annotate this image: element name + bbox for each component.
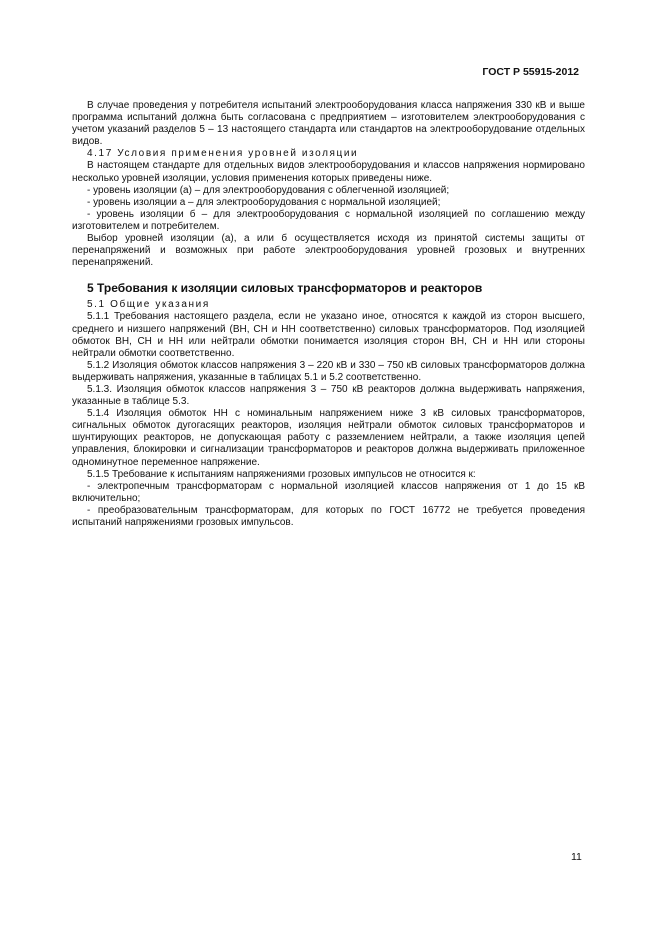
paragraph-5-1-4: 5.1.4 Изоляция обмоток НН с номинальным напряжением ниже 3 кВ силовых трансформаторов, сигнальных обмоток дугогасящих реакторов, изоляция нейтрали обмоток силовых трансформаторов и шунтирующих реакторов, не допускающая работу с разземлением нейтрали, а также изоляция цепей управления, блокировки и сигнализации трансформаторов и реакторов должна выдерживать приложенное одноминутное переменное напряжение. xyxy=(72,408,585,468)
paragraph-level-choice: Выбор уровней изоляции (а), а или б осуществляется исходя из принятой системы защиты от перенапряжений и возможных при работе электрооборудования уровней грозовых и внутренних перенапряжений. xyxy=(72,233,585,269)
list-item-level-a: - уровень изоляции а – для электрооборудования с нормальной изоляцией; xyxy=(87,196,441,208)
paragraph-5-1-3: 5.1.3. Изоляция обмоток классов напряжения 3 – 750 кВ реакторов должна выдерживать напряжения, указанные в таблице 5.3. xyxy=(72,383,585,408)
section-title-5: 5 Требования к изоляции силовых трансформаторов и реакторов xyxy=(87,281,483,296)
paragraph-5-1-5: 5.1.5 Требование к испытаниям напряжениями грозовых импульсов не относится к: xyxy=(87,468,476,480)
paragraph-test-program: В случае проведения у потребителя испытаний электрооборудования класса напряжения 330 кВ и выше программа испытаний должна быть согласована с предприятием – изготовителем электрооборудования с учетом указаний разделов 5 – 13 настоящего стандарта или стандартов на электрооборудование отдельных видов. xyxy=(72,100,585,148)
list-item-converter-transformers: - преобразовательным трансформаторам, для которых по ГОСТ 16772 не требуется проведения испытаний напряжениями грозовых импульсов. xyxy=(72,504,585,528)
section-heading-4-17: 4.17 Условия применения уровней изоляции xyxy=(87,148,359,160)
document-code: ГОСТ Р 55915-2012 xyxy=(482,66,579,78)
list-item-level-b: - уровень изоляции б – для электрооборудования с нормальной изоляцией по соглашению между изготовителем и потребителем. xyxy=(72,208,585,232)
section-heading-5-1: 5.1 Общие указания xyxy=(87,299,210,311)
paragraph-insulation-levels: В настоящем стандарте для отдельных видов электрооборудования и классов напряжения нормировано несколько уровней изоляции, условия применения которых приведены ниже. xyxy=(72,160,585,184)
page-number: 11 xyxy=(571,851,582,863)
list-item-level-a-light: - уровень изоляции (а) – для электрооборудования с облегченной изоляцией; xyxy=(87,184,450,196)
list-item-furnace-transformers: - электропечным трансформаторам с нормальной изоляцией классов напряжения от 1 до 15 кВ включительно; xyxy=(72,480,585,504)
paragraph-5-1-2: 5.1.2 Изоляция обмоток классов напряжения 3 – 220 кВ и 330 – 750 кВ силовых трансформаторов должна выдерживать напряжения, указанные в таблицах 5.1 и 5.2 соответственно. xyxy=(72,359,585,383)
paragraph-5-1-1: 5.1.1 Требования настоящего раздела, если не указано иное, относятся к каждой из сторон высшего, среднего и низшего напряжений (ВН, СН и НН соответственно) силовых трансформаторов. Под изоляцией обмоток ВН, СН и НН или нейтрали обмотки понимается изоляция сторон ВН, СН и НН или стороны нейтрали обмотки соответственно. xyxy=(72,311,585,359)
document-body xyxy=(72,100,585,529)
